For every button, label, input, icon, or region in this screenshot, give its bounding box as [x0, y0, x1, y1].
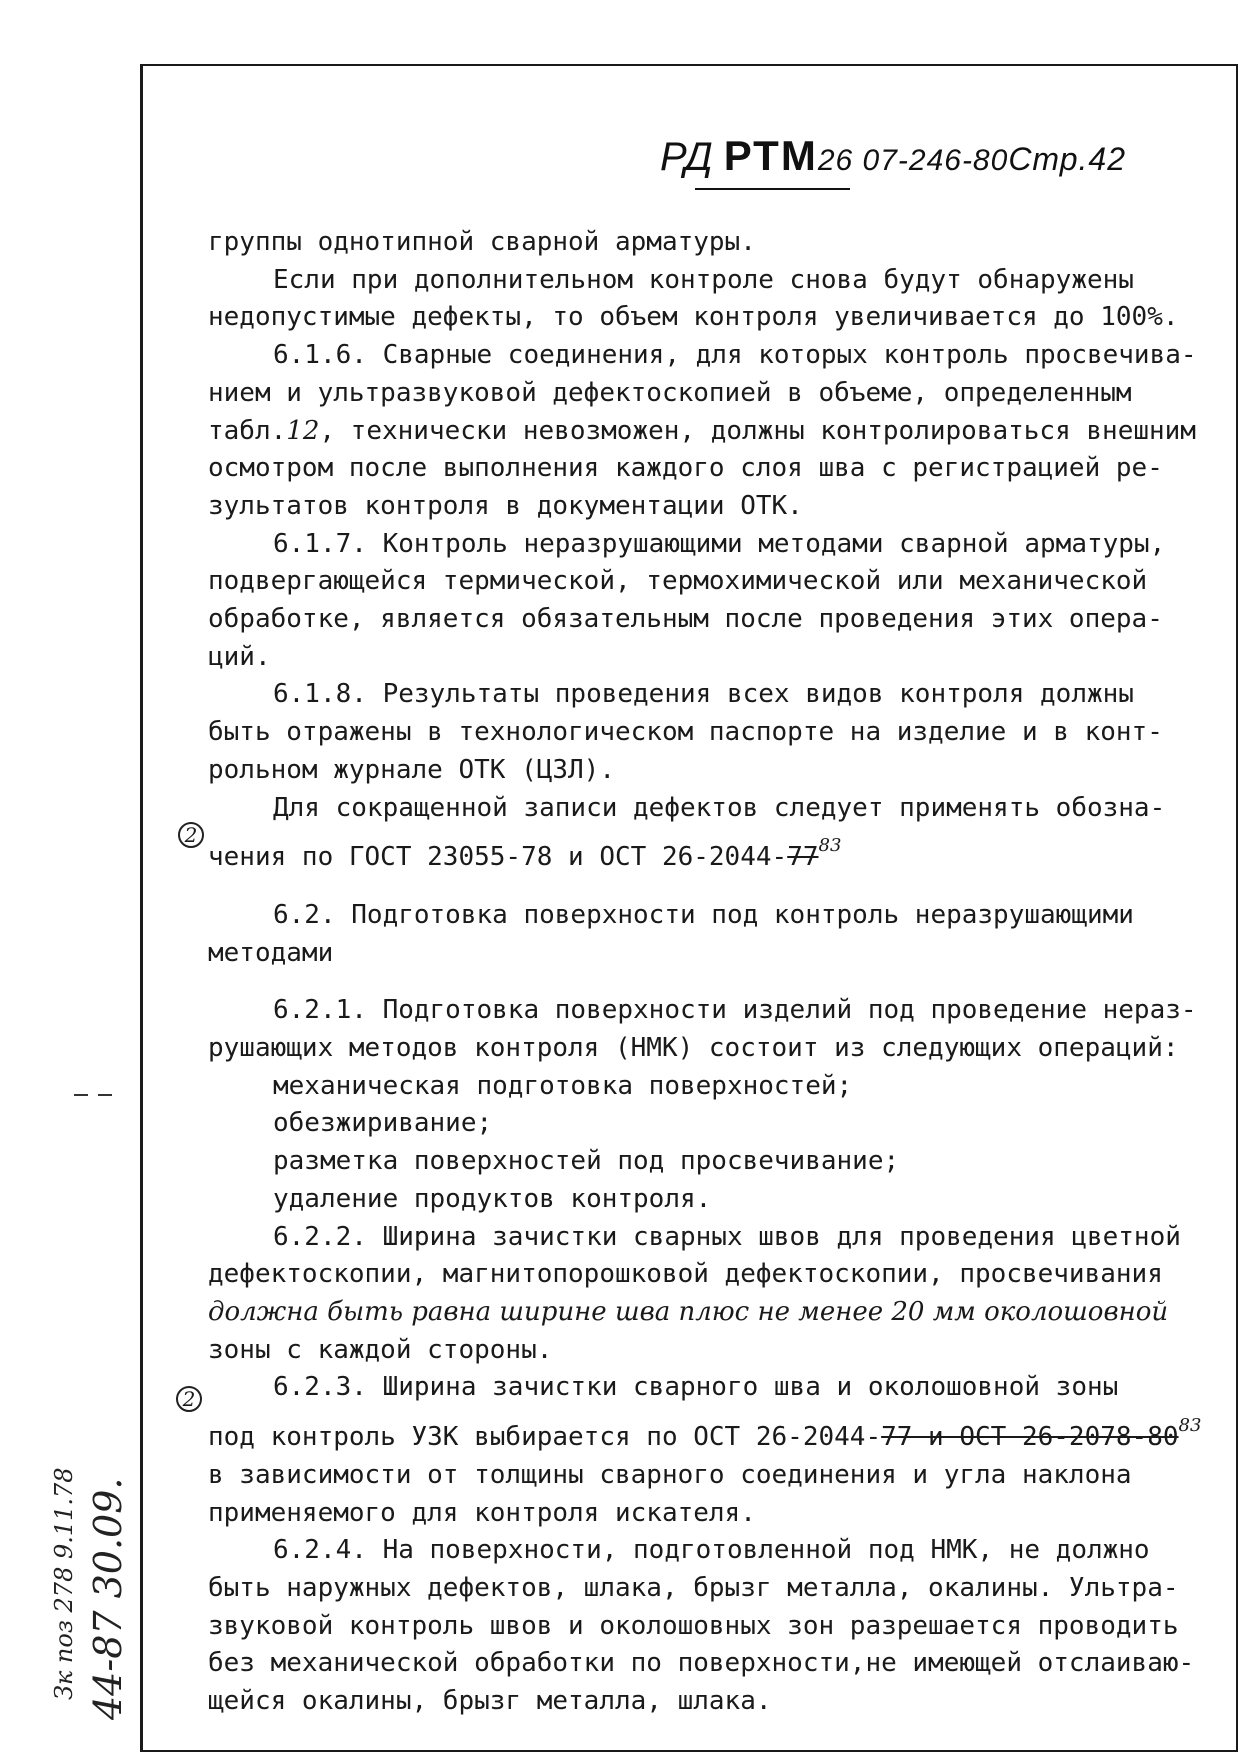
text-line: рушающих методов контроля (НМК) состоит из следующих операций:: [208, 1033, 1179, 1064]
text-line: зультатов контроля в документации ОТК.: [208, 490, 803, 521]
struck-text: 77: [787, 842, 819, 873]
section-heading-cont: методами: [208, 937, 334, 968]
text-line: обработке, является обязательным после проведения этих опера-: [208, 604, 1163, 635]
text-line: быть отражены в технологическом паспорте на изделие и в конт-: [208, 717, 1163, 748]
text-line: подвергающейся термической, термохимической или механической: [208, 566, 1148, 597]
text-line: должна быть равна ширине шва плюс не менее 20 мм околошовной: [208, 1296, 1169, 1327]
header-number: 26 07-246-80: [817, 144, 1009, 177]
list-item: механическая подготовка поверхностей;: [273, 1070, 853, 1101]
text-line: рольном журнале ОТК (ЦЗЛ).: [208, 754, 615, 785]
handwritten-correction: 83: [818, 835, 842, 857]
text-line: нием и ультразвуковой дефектоскопией в объеме, определенным: [208, 377, 1132, 408]
text-line: в зависимости от толщины сварного соединения и угла наклона: [208, 1459, 1132, 1490]
text-fragment: , технически невозможен, должны контролироваться внешним: [319, 415, 1196, 446]
text-fragment: под контроль УЗК выбирается по ОСТ 26-2044-: [208, 1422, 882, 1453]
revision-mark: 2: [178, 822, 204, 848]
text-line: звуковой контроль швов и околошовных зон разрешается проводить: [208, 1610, 1179, 1641]
section-heading: 6.2. Подготовка поверхности под контроль неразрушающими: [273, 899, 1134, 930]
document-header: [660, 132, 1126, 180]
text-line: применяемого для контроля искателя.: [208, 1497, 756, 1528]
revision-mark: 2: [176, 1386, 202, 1412]
list-item: обезжиривание;: [273, 1108, 493, 1139]
text-line: ций.: [208, 641, 271, 672]
list-item: удаление продуктов контроля.: [273, 1183, 712, 1214]
header-rd: РД: [660, 135, 714, 179]
text-line: без механической обработки по поверхности,не имеющей отслаиваю-: [208, 1648, 1195, 1679]
text-line: щейся окалины, брызг металла, шлака.: [208, 1686, 772, 1717]
struck-text: 77 и ОСТ 26-2078-80: [881, 1422, 1179, 1453]
list-item: разметка поверхностей под просвечивание;: [273, 1146, 900, 1177]
header-underline: [695, 188, 850, 190]
text-line: 6.2.4. На поверхности, подготовленной под НМК, не должно: [273, 1535, 1150, 1566]
text-line: 6.2.2. Ширина зачистки сварных швов для проведения цветной: [273, 1221, 1181, 1252]
side-note-change: 44-87 30.09.: [86, 1477, 130, 1720]
header-page: Стр.42: [1008, 141, 1126, 177]
text-line: осмотром после выполнения каждого слоя шва с регистрацией ре-: [208, 453, 1163, 484]
text-line: 6.1.7. Контроль неразрушающими методами сварной арматуры,: [273, 528, 1166, 559]
margin-tick: [98, 1094, 112, 1096]
text-line: 6.2.1. Подготовка поверхности изделий под проведение нераз-: [273, 995, 1197, 1026]
text-line: [208, 413, 1198, 451]
text-line: Если при дополнительном контроле снова будут обнаружены: [273, 264, 1134, 295]
text-line: группы однотипной сварной арматуры.: [208, 227, 756, 257]
text-line: [208, 827, 1198, 877]
text-fragment: табл.: [208, 415, 287, 446]
margin-tick: [74, 1094, 88, 1096]
text-fragment: чения по ГОСТ 23055-78 и ОСТ 26-2044-: [208, 842, 788, 873]
handwritten-correction: 83: [1178, 1415, 1202, 1437]
text-line: 6.1.8. Результаты проведения всех видов контроля должны: [273, 679, 1134, 710]
text-line: 6.2.3. Ширина зачистки сварного шва и околошовной зоны: [273, 1372, 1119, 1403]
text-line: Для сокращенной записи дефектов следует применять обозна-: [273, 792, 1166, 823]
handwritten-table-number: 12: [286, 415, 320, 446]
side-note-registration: Зк поз 278 9.11.78: [50, 1467, 78, 1700]
header-rtm: РТМ: [723, 132, 818, 179]
text-line: недопустимые дефекты, то объем контроля увеличивается до 100%.: [208, 302, 1179, 333]
text-line: быть наружных дефектов, шлака, брызг металла, окалины. Ультра-: [208, 1572, 1179, 1603]
text-line: дефектоскопии, магнитопорошковой дефектоскопии, просвечивания: [208, 1259, 1163, 1290]
document-body: [208, 224, 1202, 1721]
text-line: [208, 1407, 1202, 1457]
text-line: зоны с каждой стороны.: [208, 1334, 553, 1365]
text-line: 6.1.6. Сварные соединения, для которых контроль просвечива-: [273, 340, 1197, 371]
